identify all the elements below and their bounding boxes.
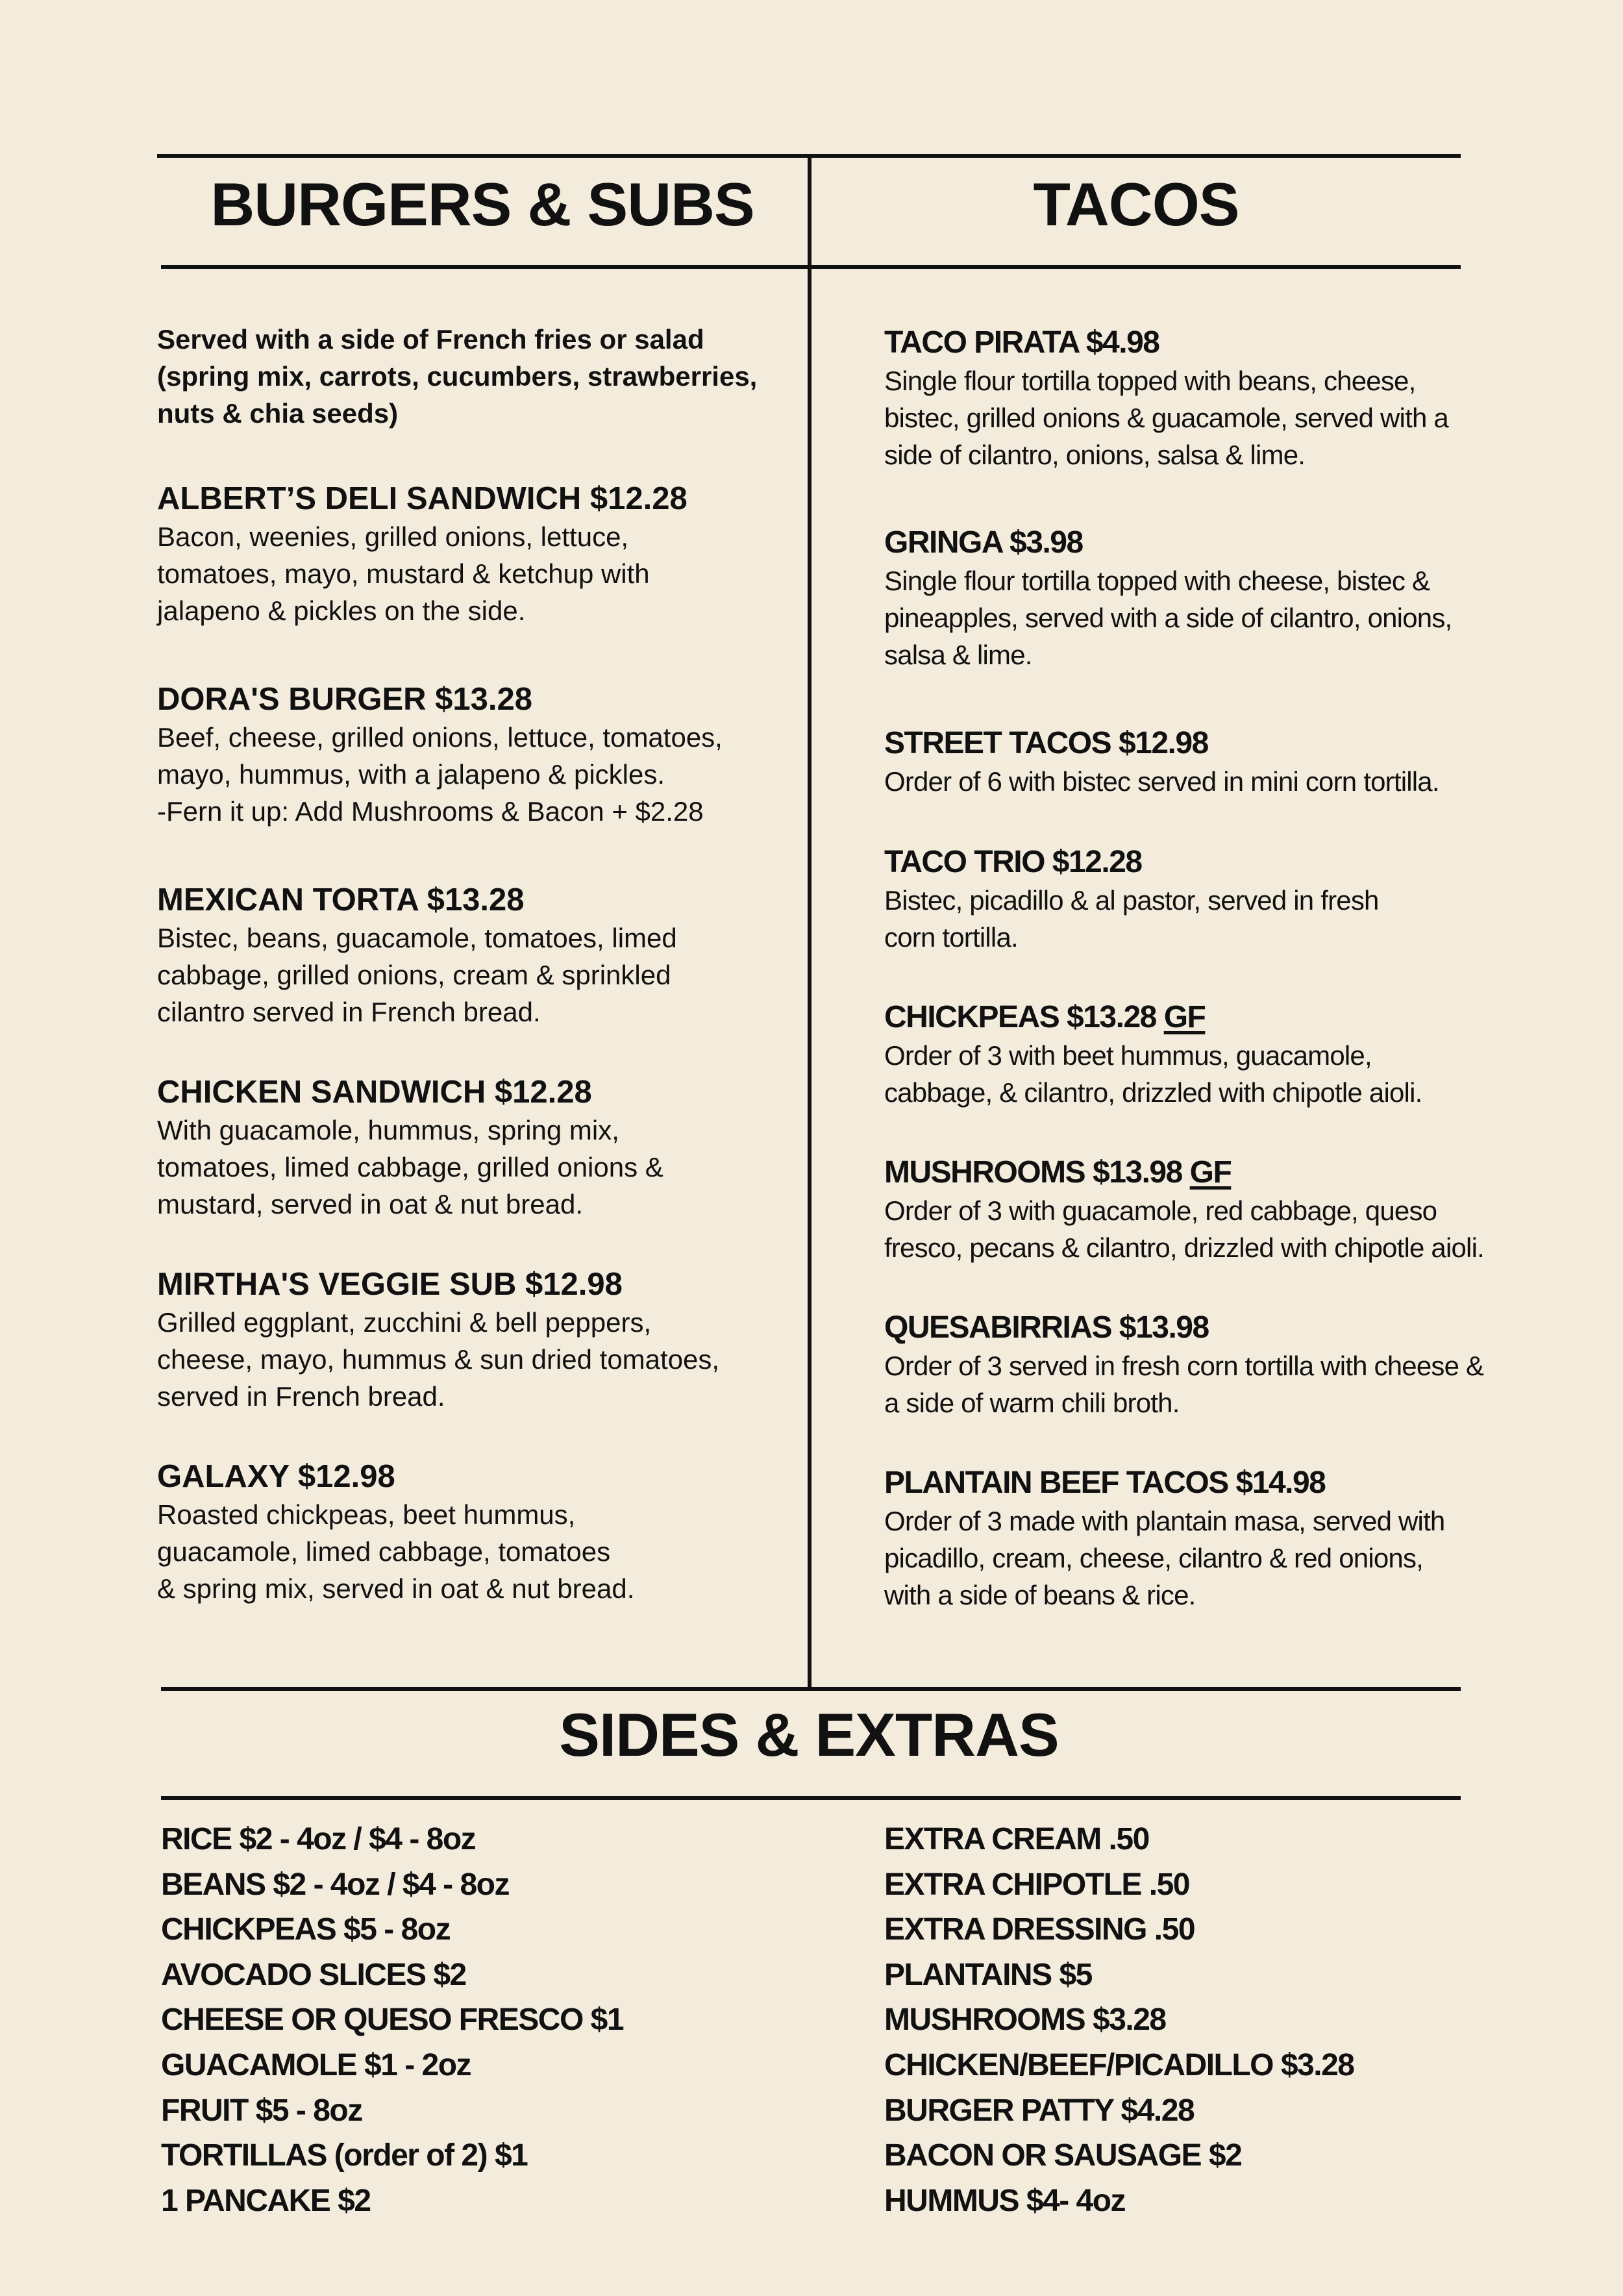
menu-item-title: MIRTHA'S VEGGIE SUB $12.98 [157, 1267, 623, 1302]
menu-item-desc: Bacon, weenies, grilled onions, lettuce, tomatoes, mayo, mustard & ketchup with jalapeno & pickles on the side. [157, 521, 650, 626]
menu-item [157, 479, 800, 629]
menu-item [157, 680, 800, 830]
menu-item-desc: Bistec, picadillo & al pastor, served in fresh corn tortilla. [884, 885, 1379, 953]
menu-item-desc: Beef, cheese, grilled onions, lettuce, tomatoes, mayo, hummus, with a jalapeno & pickles. -Fern it up: Add Mushrooms & Bacon + $2.28 [157, 722, 723, 827]
menu-item-title: CHICKPEAS $13.28 [884, 1000, 1164, 1034]
column-divider [808, 156, 812, 1688]
menu-item-title: TACO PIRATA $4.98 [884, 325, 1159, 360]
menu-item [884, 1308, 1533, 1421]
menu-item-title: MEXICAN TORTA $13.28 [157, 882, 525, 917]
menu-item-desc: Order of 3 served in fresh corn tortilla with cheese & a side of warm chili broth. [884, 1351, 1484, 1418]
menu-item-desc: Order of 3 with guacamole, red cabbage, queso fresco, pecans & cilantro, drizzled with chipotle aioli. [884, 1195, 1484, 1263]
menu-item-desc: Bistec, beans, guacamole, tomatoes, limed cabbage, grilled onions, cream & sprinkled cilantro served in French bread. [157, 923, 677, 1027]
side-item: BEANS $2 - 4oz / $4 - 8oz [161, 1867, 509, 1902]
menu-item [884, 323, 1533, 473]
menu-item-desc: Order of 3 with beet hummus, guacamole, cabbage, & cilantro, drizzled with chipotle aioli. [884, 1040, 1422, 1108]
menu-item-title: GALAXY $12.98 [157, 1459, 395, 1494]
side-item: TORTILLAS (order of 2) $1 [161, 2138, 528, 2173]
burgers-heading: BURGERS & SUBS [210, 170, 754, 238]
burgers-intro: Served with a side of French fries or salad (spring mix, carrots, cucumbers, strawberries, nuts & chia seeds) [157, 324, 758, 429]
side-item: FRUIT $5 - 8oz [161, 2093, 362, 2128]
menu-item-title: CHICKEN SANDWICH $12.28 [157, 1075, 592, 1110]
sides-heading: SIDES & EXTRAS [559, 1701, 1059, 1769]
gluten-free-badge: GF [1163, 1000, 1206, 1034]
menu-item-title: PLANTAIN BEEF TACOS $14.98 [884, 1466, 1326, 1500]
side-item: BURGER PATTY $4.28 [884, 2093, 1195, 2128]
side-item: BACON OR SAUSAGE $2 [884, 2138, 1242, 2173]
tacos-heading: TACOS [1033, 170, 1239, 238]
gluten-free-badge: GF [1189, 1155, 1232, 1190]
side-item: EXTRA CHIPOTLE .50 [884, 1867, 1189, 1902]
menu-item [884, 998, 1533, 1111]
menu-item-desc: Order of 6 with bistec served in mini corn tortilla. [884, 766, 1439, 797]
menu-item [884, 843, 1533, 956]
side-item: MUSHROOMS $3.28 [884, 2003, 1166, 2038]
side-item: RICE $2 - 4oz / $4 - 8oz [161, 1822, 476, 1856]
menu-item-title: QUESABIRRIAS $13.98 [884, 1310, 1209, 1345]
menu-item-desc: Order of 3 made with plantain masa, served with picadillo, cream, cheese, cilantro & red onions, with a side of beans & rice. [884, 1506, 1445, 1610]
side-item: CHICKPEAS $5 - 8oz [161, 1912, 451, 1947]
sides-right-list [884, 1817, 1533, 2223]
menu-item-desc: Single flour tortilla topped with cheese, bistec & pineapples, served with a side of cilantro, onions, salsa & lime. [884, 566, 1452, 670]
menu-item [157, 1457, 800, 1607]
side-item: EXTRA DRESSING .50 [884, 1912, 1195, 1947]
side-item: PLANTAINS $5 [884, 1957, 1092, 1992]
side-item: EXTRA CREAM .50 [884, 1822, 1149, 1856]
menu-item [884, 523, 1533, 673]
menu-item-title: STREET TACOS $12.98 [884, 726, 1208, 760]
sides-bottom-rule [161, 1796, 1461, 1800]
side-item: 1 PANCAKE $2 [161, 2183, 371, 2218]
side-item: AVOCADO SLICES $2 [161, 1957, 466, 1992]
menu-item-desc: Roasted chickpeas, beet hummus, guacamole, limed cabbage, tomatoes & spring mix, served in oat & nut bread. [157, 1499, 635, 1604]
menu-item-title: ALBERT’S DELI SANDWICH $12.28 [157, 481, 688, 516]
menu-item-desc: Grilled eggplant, zucchini & bell peppers, cheese, mayo, hummus & sun dried tomatoes, served in French bread. [157, 1307, 720, 1412]
menu-item-title: GRINGA $3.98 [884, 525, 1083, 560]
menu-item [157, 1073, 800, 1223]
menu-item-desc: Single flour tortilla topped with beans, cheese, bistec, grilled onions & guacamole, served with a side of cilantro, onions, salsa & lime. [884, 366, 1448, 470]
side-item: GUACAMOLE $1 - 2oz [161, 2047, 471, 2082]
side-item: HUMMUS $4- 4oz [884, 2183, 1126, 2218]
side-item: CHEESE OR QUESO FRESCO $1 [161, 2003, 624, 2038]
menu-item-title: MUSHROOMS $13.98 [884, 1155, 1190, 1190]
menu-item-desc: With guacamole, hummus, spring mix, tomatoes, limed cabbage, grilled onions & mustard, served in oat & nut bread. [157, 1115, 663, 1219]
menu-item-title: TACO TRIO $12.28 [884, 845, 1142, 879]
menu-item [157, 1265, 800, 1415]
sides-top-rule [161, 1687, 1461, 1691]
menu-item [884, 1464, 1533, 1614]
sides-left-list [161, 1817, 784, 2223]
menu-item [157, 880, 800, 1030]
menu-item [884, 724, 1533, 800]
side-item: CHICKEN/BEEF/PICADILLO $3.28 [884, 2047, 1354, 2082]
menu-item-title: DORA'S BURGER $13.28 [157, 682, 533, 717]
menu-item [884, 1153, 1533, 1266]
